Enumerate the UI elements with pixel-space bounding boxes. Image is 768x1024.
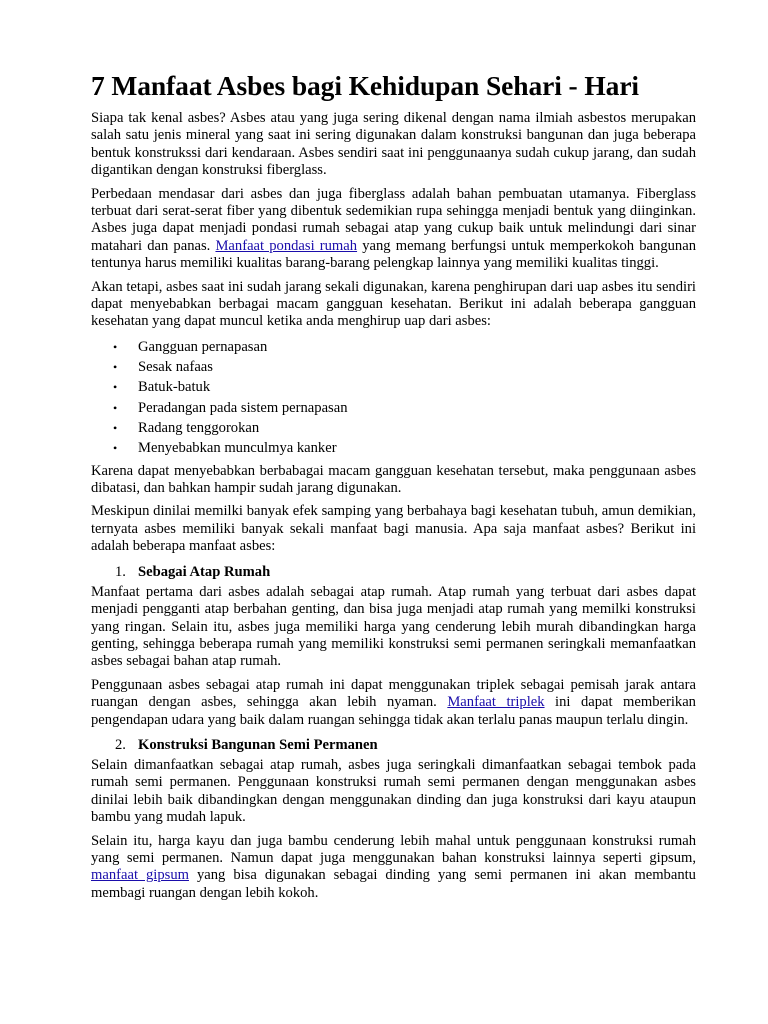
- heading-number: 1.: [115, 563, 126, 580]
- paragraph-restriction: Karena dapat menyebabkan berbabagai macam gangguan kesehatan tersebut, maka penggunaan asbes dibatasi, dan bahkan hampir sudah jarang digunakan.: [91, 462, 696, 497]
- list-item: • Radang tenggorokan: [91, 418, 696, 438]
- link-manfaat-pondasi-rumah[interactable]: Manfaat pondasi rumah: [215, 237, 358, 254]
- link-manfaat-triplek[interactable]: Manfaat triplek: [447, 694, 545, 711]
- list-item: • Gangguan pernapasan: [91, 337, 696, 357]
- list-item: • Sesak nafaas: [91, 357, 696, 377]
- paragraph-fiberglass: [91, 186, 696, 273]
- section-heading-2: [91, 735, 696, 755]
- link-manfaat-gipsum[interactable]: manfaat gipsum: [91, 867, 189, 884]
- paragraph-benefits-intro: Meskipun dinilai memilki banyak efek samping yang berbahaya bagi kesehatan tubuh, amun demikian, ternyata asbes memiliki banyak sekali manfaat bagi manusia. Apa saja manfaat asbes? Berikut ini adalah beberapa manfaat asbes:: [91, 503, 696, 555]
- heading-label: Konstruksi Bangunan Semi Permanen: [138, 736, 378, 753]
- heading-label: Sebagai Atap Rumah: [138, 563, 271, 580]
- paragraph-text: yang memang berfungsi untuk memperkokoh bangunan tentunya harus memiliki kualitas barang-barang pelengkap lainnya yang memiliki kualitas tinggi.: [91, 237, 696, 272]
- page-title: 7 Manfaat Asbes bagi Kehidupan Sehari - Hari: [91, 70, 639, 101]
- paragraph-gipsum: [91, 833, 696, 903]
- list-item: • Batuk-batuk: [91, 377, 696, 397]
- section-heading-1: [91, 562, 696, 582]
- paragraph-text: Penggunaan asbes sebagai atap rumah ini dapat menggunakan triplek sebagai pemisah jarak antara ruangan dengan asbes, sehingga akan lebih nyaman.: [91, 676, 696, 711]
- paragraph-text: ini dapat memberikan pengendapan udara yang baik dalam ruangan sehingga tidak akan terlalu panas maupun terlalu dingin.: [91, 694, 696, 728]
- paragraph-intro: Siapa tak kenal asbes? Asbes atau yang juga sering dikenal dengan nama ilmiah asbestos merupakan salah satu jenis mineral yang saat ini sering digunakan dalam konstruksi bangunan dan juga beberapa bentuk konstrukssi dari kendaraan. Asbes sendiri saat ini penggunaanya sudah cukup jarang, dan sudah digantikan dengan konstruksi fiberglass.: [91, 110, 696, 179]
- health-list: [91, 337, 696, 459]
- paragraph-text: yang bisa digunakan sebagai dinding yang semi permanen ini akan membantu membagi ruangan dengan lebih kokoh.: [91, 867, 696, 901]
- paragraph-roof: Manfaat pertama dari asbes adalah sebagai atap rumah. Atap rumah yang terbuat dari asbes dapat menjadi pengganti atap berbahan genting, dan bisa juga menjadi atap rumah yang memilki konstruksi yang ringan. Selain itu, asbes juga memiliki harga yang cenderung lebih murah dibandingkan harga genting, sehingga beberapa rumah yang memiliki konstruksi semi permanen seringkali memanfaatkan asbes sebagai bahan atap rumah.: [91, 583, 696, 670]
- list-item: • Menyebabkan munculmya kanker: [91, 438, 696, 458]
- paragraph-text: Selain itu, harga kayu dan juga bambu cenderung lebih mahal untuk penggunaan konstruksi rumah yang semi permanen. Namun dapat juga menggunakan bahan konstruksi lainnya seperti gipsum,: [91, 832, 696, 866]
- paragraph-text: Perbedaan mendasar dari asbes dan juga fiberglass adalah bahan pembuatan utamanya. Fiberglass terbuat dari serat-serat fiber yang dibentuk sedemikian rupa sehingga menjadi bentuk yang diinginkan. Asbes juga dapat menjadi pondasi rumah sebagai atap yang cukup baik untuk melindungi dari sinar matahari dan panas.: [91, 185, 696, 254]
- paragraph-health: Akan tetapi, asbes saat ini sudah jarang sekali digunakan, karena penghirupan dari uap asbes itu sendiri dapat menyebabkan berbagai macam gangguan kesehatan. Berikut ini adalah beberapa gangguan kesehatan yang dapat muncul ketika anda menghirup uap dari asbes:: [91, 278, 696, 330]
- paragraph-triplek: [91, 677, 696, 729]
- heading-number: 2.: [115, 736, 126, 753]
- list-item: • Peradangan pada sistem pernapasan: [91, 398, 696, 418]
- paragraph-semi-permanent: Selain dimanfaatkan sebagai atap rumah, asbes juga seringkali dimanfaatkan sebagai tembok pada rumah semi permanen. Penggunaan konstruksi rumah semi permanen dengan menggunakan asbes dinilai lebih baik dibandingkan dengan menggunakan dinding dan juga konstruksi dari kayu ataupun bambu yang mudah lapuk.: [91, 756, 696, 826]
